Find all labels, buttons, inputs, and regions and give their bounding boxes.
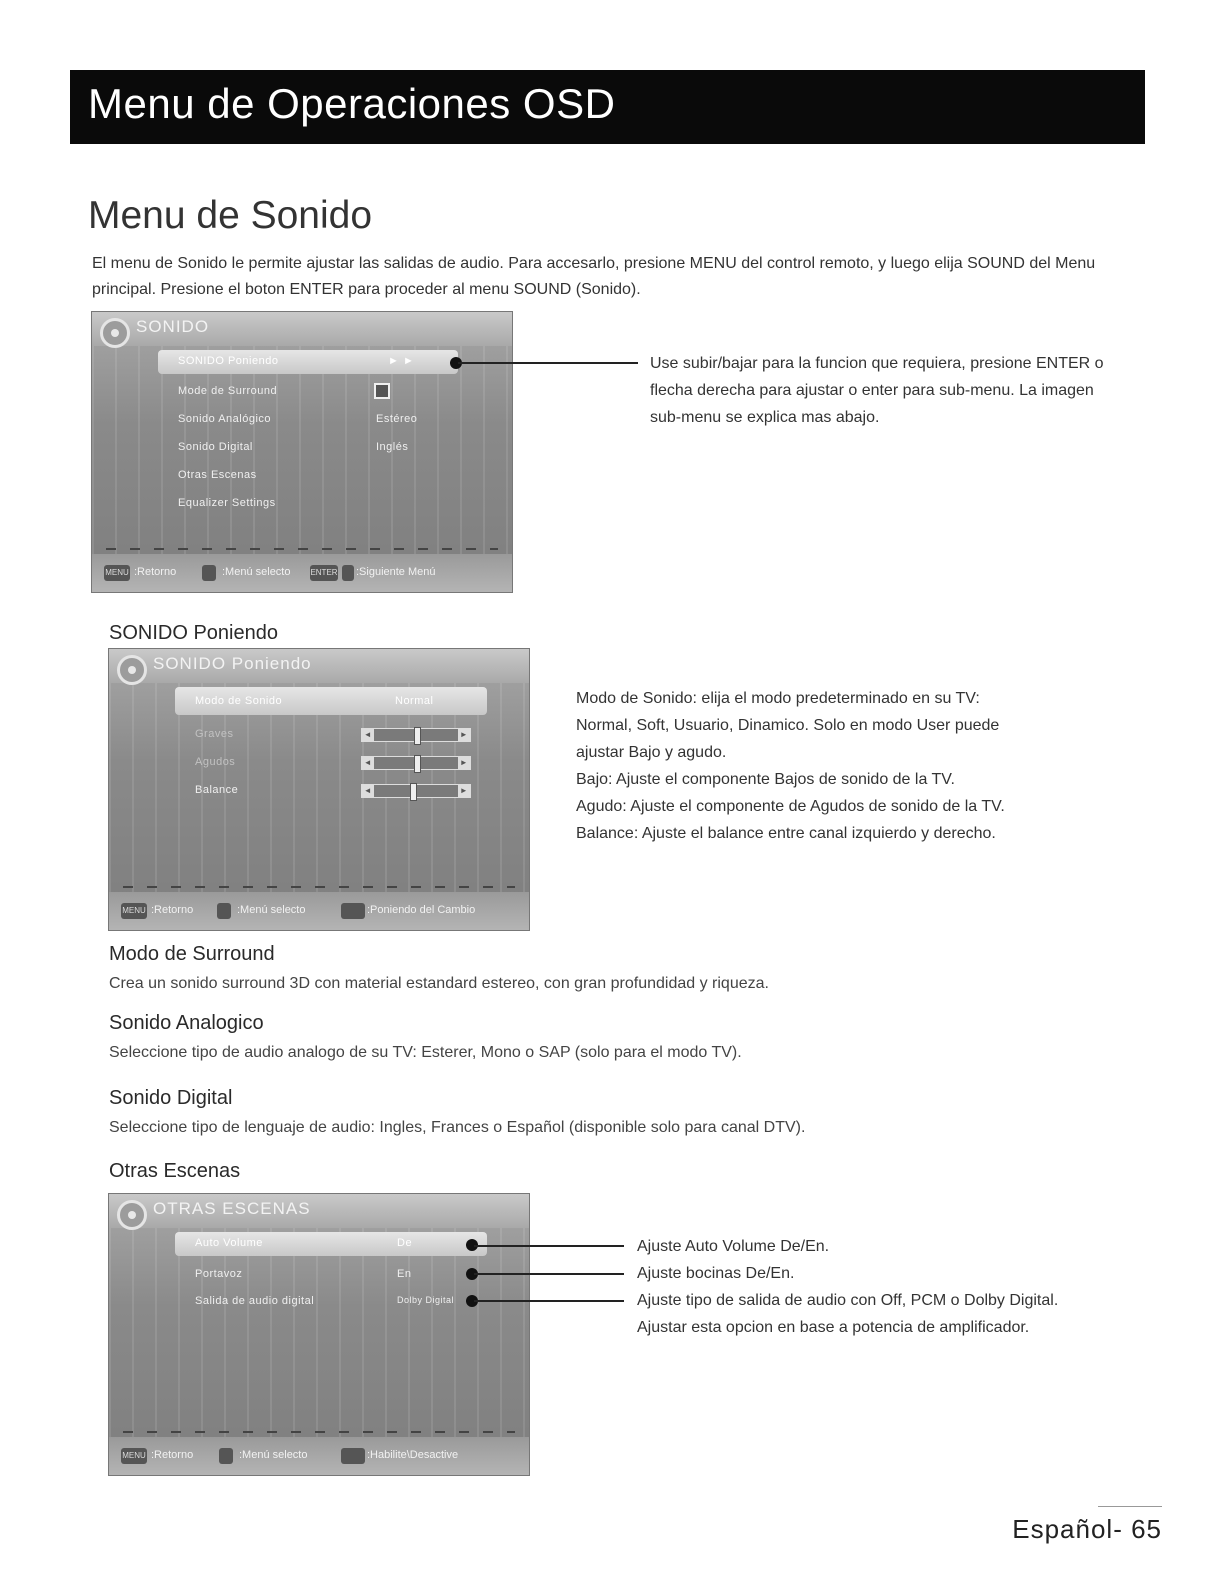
slider-left-arrow-icon[interactable]: ◄ [363,730,373,739]
left-right-key-icon [341,1448,365,1464]
osd-divider [106,548,498,550]
footer-menu-selecto: :Menú selecto [239,1449,308,1461]
menu-item-label: Modo de Sonido [195,695,283,707]
osd-title: OTRAS ESCENAS [153,1199,311,1218]
menu-item-label: Salida de audio digital [195,1295,315,1307]
callout-line [474,1245,624,1247]
menu-item-label: Sonido Digital [178,441,253,453]
callout-bocinas: Ajuste bocinas De/En. [637,1265,795,1282]
callout-line-6: Balance: Ajuste el balance entre canal izquierdo y derecho. [576,825,996,842]
slider-right-arrow-icon[interactable]: ► [459,758,469,767]
heading-otras-escenas: Otras Escenas [109,1160,241,1182]
menu-item-portavoz[interactable] [175,1263,487,1287]
menu-item-salida-audio-digital[interactable] [175,1290,487,1314]
left-right-key-icon [341,903,365,919]
menu-item-label: Agudos [195,756,236,768]
footer-poniendo-del-cambio: :Poniendo del Cambio [367,904,476,916]
menu-item-label: Mode de Surround [178,385,278,397]
slider-right-arrow-icon[interactable]: ► [459,786,469,795]
osd-footer [109,1437,529,1475]
menu-item-equalizer[interactable] [158,492,458,516]
osd1-callout: Use subir/bajar para la funcion que requiera, presione ENTER o flecha derecha para ajustar o enter para sub-menu. La imagen sub-menu se explica mas abajo. [650,355,1104,426]
heading-sonido-digital: Sonido Digital [109,1087,233,1109]
footer-siguiente-menu: :Siguiente Menú [356,566,436,578]
heading-modo-de-surround: Modo de Surround [109,943,275,965]
menu-item-value: Inglés [376,441,409,453]
menu-item-modo-de-sonido[interactable] [175,687,487,715]
menu-item-label: Otras Escenas [178,469,257,481]
slider-knob[interactable] [414,755,421,773]
osd-sonido-screenshot [91,311,513,593]
footer-retorno: :Retorno [134,566,177,578]
menu-item-label: SONIDO Poniendo [178,355,279,367]
logo-icon [117,1200,147,1230]
slider-left-arrow-icon[interactable]: ◄ [363,786,373,795]
menu-key-icon: MENU [104,565,130,581]
menu-item-label: Equalizer Settings [178,497,276,509]
slider-knob[interactable] [410,783,417,801]
menu-item-label: Sonido Analógico [178,413,272,425]
text-sonido-digital: Seleccione tipo de lenguaje de audio: Ingles, Frances o Español (disponible solo para canal DTV). [109,1119,806,1136]
heading-sonido-analogico: Sonido Analogico [109,1012,264,1034]
menu-item-label: Graves [195,728,234,740]
footer-menu-selecto: :Menú selecto [222,566,291,578]
menu-item-sonido-analogico[interactable] [158,408,458,432]
section-title: Menu de Sonido [88,194,373,237]
footer-habilite-desactive: :Habilite\Desactive [367,1449,459,1461]
page-number: Español- 65 [1012,1514,1162,1544]
slider-knob[interactable] [414,727,421,745]
menu-item-value: Estéreo [376,413,418,425]
callout-auto-volume: Ajuste Auto Volume De/En. [637,1238,830,1255]
menu-item-agudos[interactable] [175,751,487,775]
footer-rule [1098,1506,1162,1507]
callout-line [474,1273,624,1275]
callout-line-1: Modo de Sonido: elija el modo predeterminado en su TV: [576,690,980,707]
osd2-callout [576,685,1136,847]
graves-slider[interactable] [361,728,471,742]
callout-line-2: Normal, Soft, Usuario, Dinamico. Solo en modo User puede [576,717,1000,734]
surround-checkbox[interactable] [374,383,390,399]
menu-key-icon: MENU [121,903,147,919]
osd-footer [92,554,512,592]
callout-line-3: ajustar Bajo y agudo. [576,744,727,761]
enter-key-icon: ENTER [310,565,338,581]
logo-icon [100,318,130,348]
text-modo-de-surround: Crea un sonido surround 3D con material estandard estereo, con gran profundidad y riqueza. [109,975,769,992]
osd-title: SONIDO Poniendo [153,654,312,673]
right-arrow-key-icon [342,565,354,581]
menu-item-sonido-digital[interactable] [158,436,458,460]
menu-item-sonido-poniendo[interactable] [158,350,458,374]
agudos-slider[interactable] [361,756,471,770]
osd-title: SONIDO [136,317,210,336]
menu-item-value: Normal [395,695,434,707]
updown-key-icon [202,565,216,581]
osd-divider [123,886,515,888]
heading-sonido-poniendo: SONIDO Poniendo [109,622,278,644]
balance-slider[interactable] [361,784,471,798]
callout-line [458,362,638,364]
updown-key-icon [217,903,231,919]
menu-item-balance[interactable] [175,779,487,803]
menu-item-label: Portavoz [195,1268,243,1280]
slider-right-arrow-icon[interactable]: ► [459,730,469,739]
osd-otras-escenas-screenshot [108,1193,530,1476]
callout-line-4: Bajo: Ajuste el componente Bajos de sonido de la TV. [576,771,955,788]
updown-key-icon [219,1448,233,1464]
menu-item-value: De [397,1237,413,1249]
page-title: Menu de Operaciones OSD [88,80,616,127]
callout-amplificador: Ajustar esta opcion en base a potencia de amplificador. [637,1319,1030,1336]
footer-retorno: :Retorno [151,904,194,916]
text-sonido-analogico: Seleccione tipo de audio analogo de su TV: Esterer, Mono o SAP (solo para el modo TV). [109,1044,742,1061]
osd3-callout [637,1233,1157,1341]
menu-item-label: Auto Volume [195,1237,263,1249]
osd-sonido-poniendo-screenshot [108,648,530,931]
logo-icon [117,655,147,685]
footer-menu-selecto: :Menú selecto [237,904,306,916]
menu-item-graves[interactable] [175,723,487,747]
header-banner [70,70,1145,144]
menu-item-label: Balance [195,784,239,796]
osd-divider [123,1431,515,1433]
menu-item-arrows: ► ► [388,355,415,367]
footer-retorno: :Retorno [151,1449,194,1461]
osd-footer [109,892,529,930]
menu-item-surround[interactable] [158,380,458,404]
slider-left-arrow-icon[interactable]: ◄ [363,758,373,767]
menu-item-value: Dolby Digital [397,1295,455,1305]
menu-key-icon: MENU [121,1448,147,1464]
callout-salida-audio: Ajuste tipo de salida de audio con Off, PCM o Dolby Digital. [637,1292,1059,1309]
callout-line [474,1300,624,1302]
menu-item-otras-escenas[interactable] [158,464,458,488]
menu-item-value: En [397,1268,412,1280]
menu-item-auto-volume[interactable] [175,1232,487,1256]
callout-line-5: Agudo: Ajuste el componente de Agudos de sonido de la TV. [576,798,1005,815]
section-intro: El menu de Sonido le permite ajustar las salidas de audio. Para accesarlo, presione MENU del control remoto, y luego elija SOUND del Menu principal. Presione el boton ENTER para proceder al menu SOUND (Sonido). [92,255,1096,298]
